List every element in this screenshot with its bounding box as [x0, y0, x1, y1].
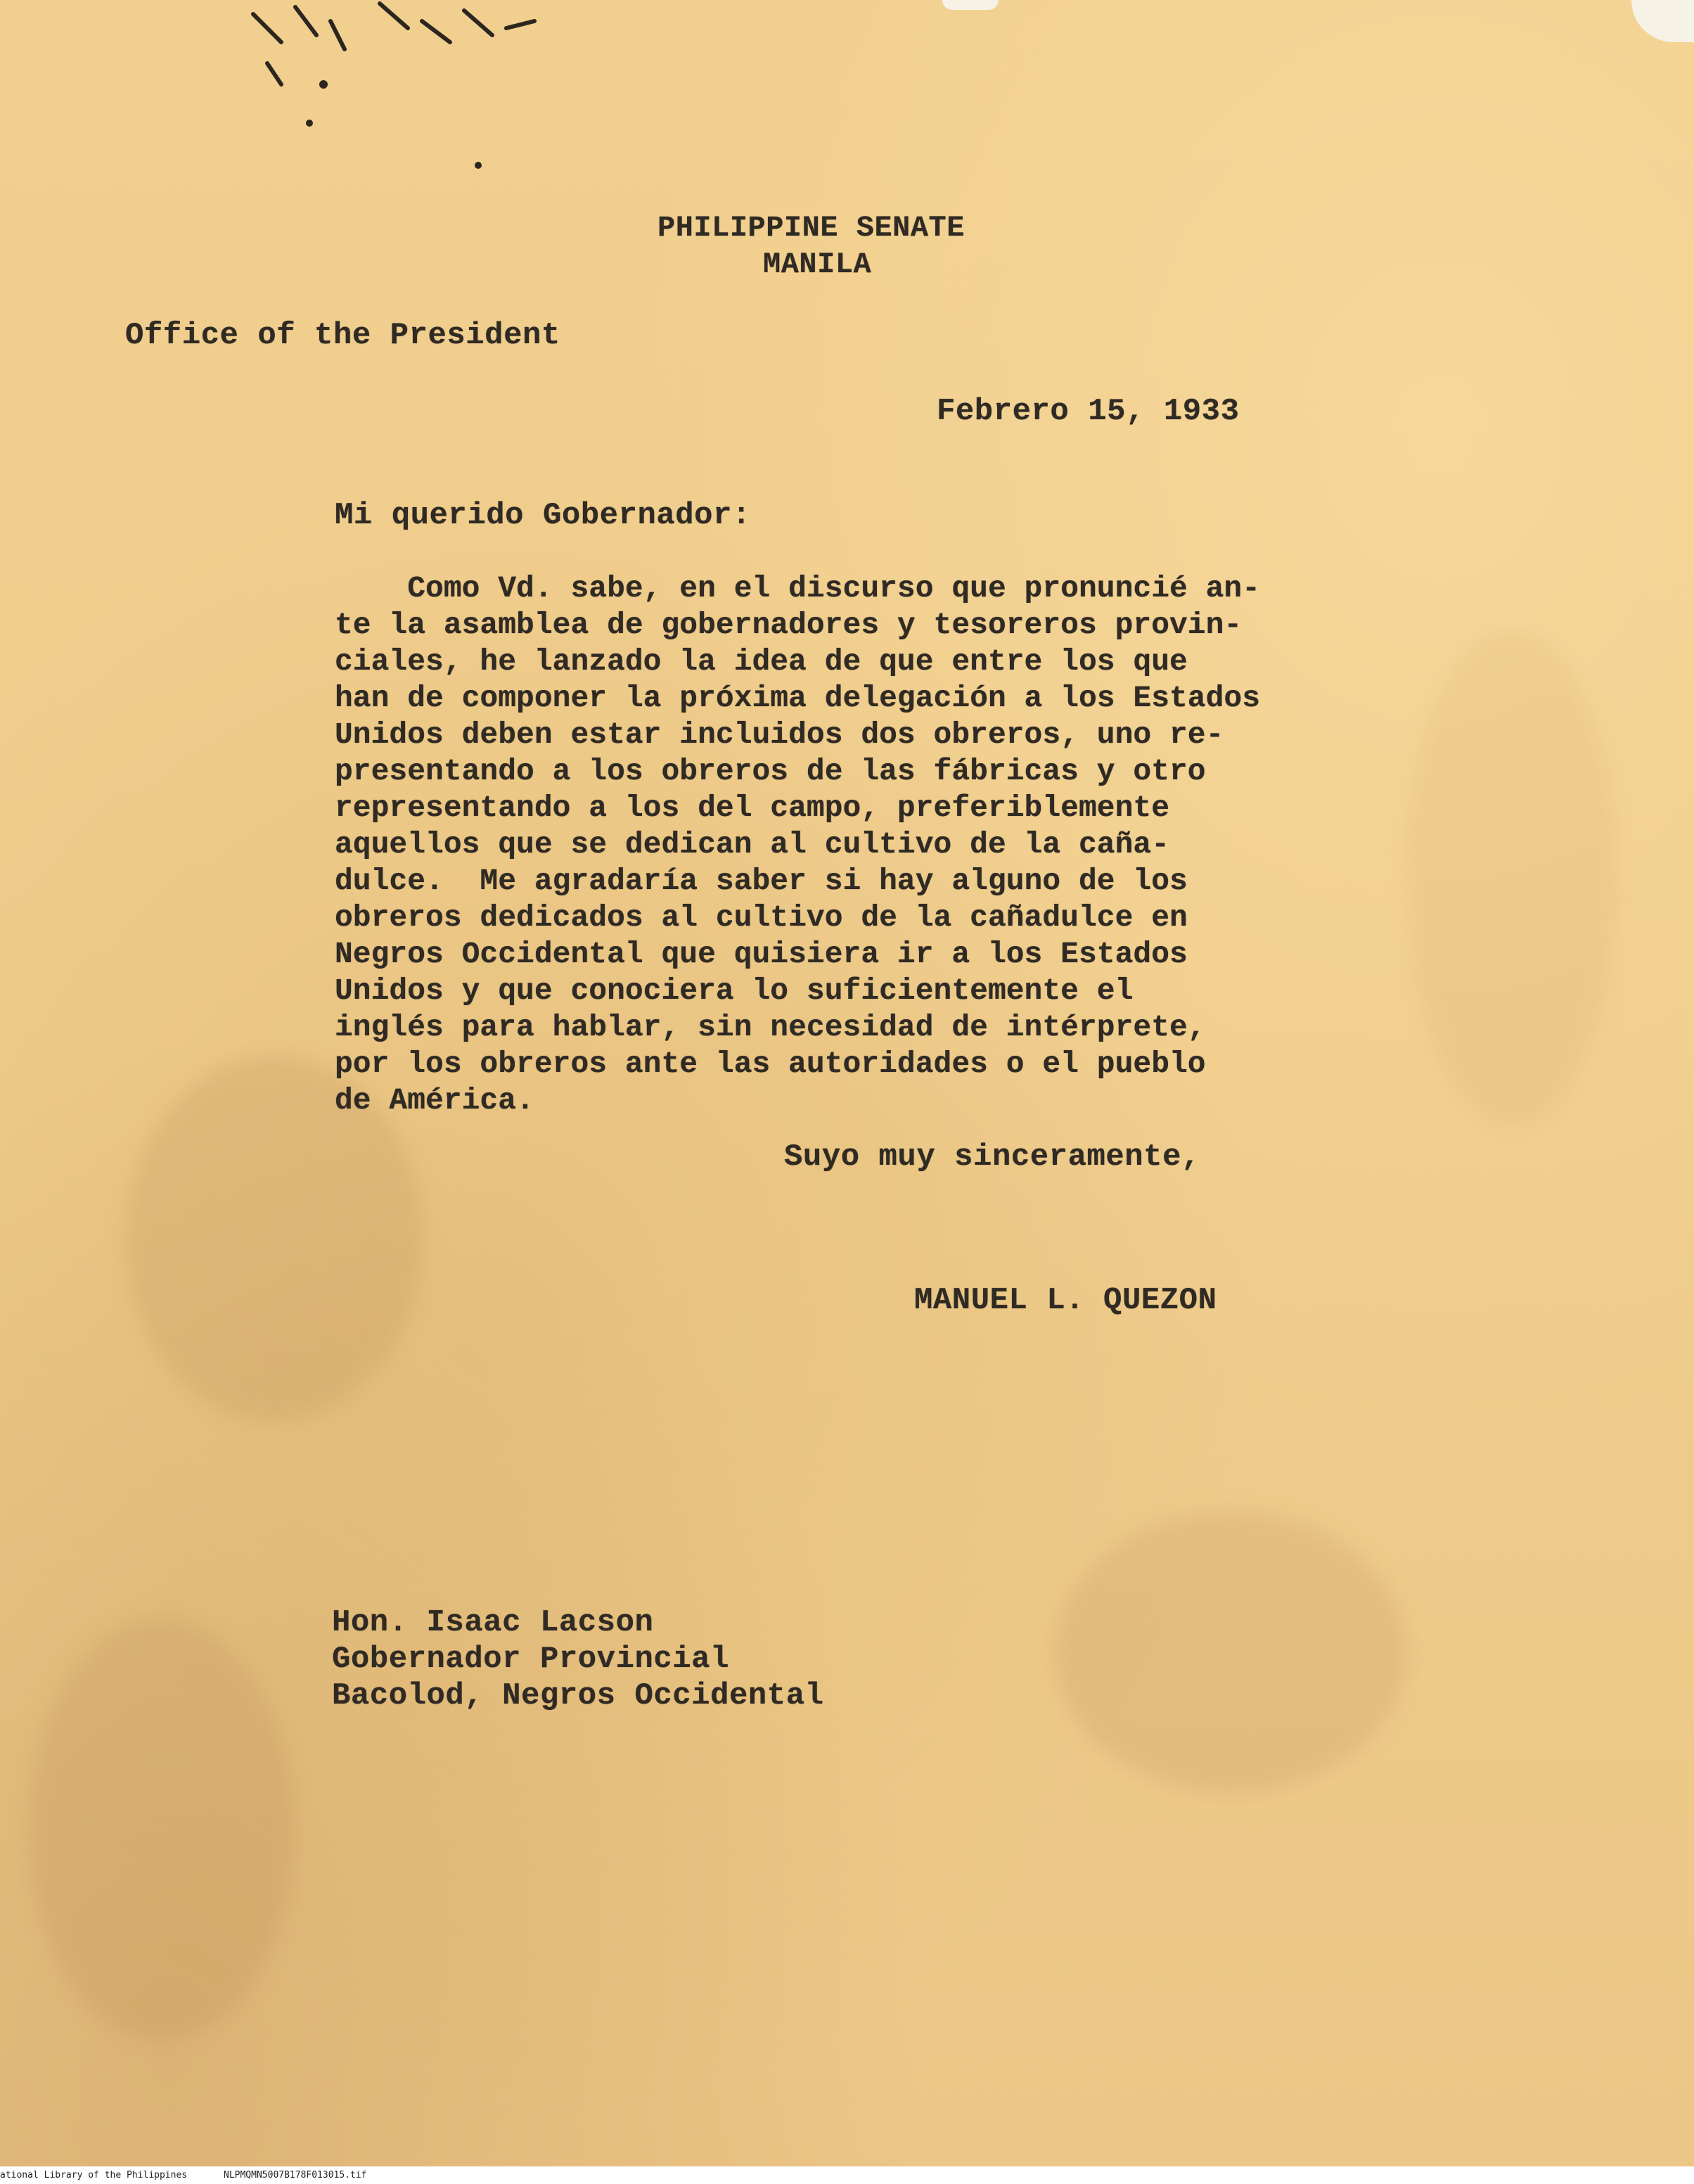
addressee-name: Hon. Isaac Lacson — [332, 1605, 654, 1640]
body-line: aquellos que se dedican al cultivo de la caña- — [335, 827, 1169, 862]
body-line: inglés para hablar, sin necesidad de intérprete, — [335, 1010, 1206, 1045]
body-line: Unidos deben estar incluidos dos obreros, uno re- — [335, 717, 1224, 752]
letterhead-organization: PHILIPPINE SENATE — [657, 211, 965, 245]
torn-edge — [942, 0, 999, 10]
body-line: Unidos y que conociera lo suficientemente el — [335, 973, 1134, 1008]
body-line: Negros Occidental que quisiera ir a los Estados — [335, 937, 1188, 971]
letterhead-city: MANILA — [763, 248, 872, 281]
body-line: han de componer la próxima delegación a los Estados — [335, 681, 1261, 715]
paper-stain — [1406, 633, 1617, 1125]
body-line: por los obreros ante las autoridades o el pueblo — [335, 1047, 1206, 1081]
letter-date: Febrero 15, 1933 — [937, 394, 1240, 429]
ink-marks — [239, 0, 591, 183]
body-line: presentando a los obreros de las fábricas y otro — [335, 754, 1206, 788]
body-line: Como Vd. sabe, en el discurso que pronuncié an- — [335, 571, 1261, 606]
signature-name: MANUEL L. QUEZON — [914, 1283, 1217, 1318]
closing: Suyo muy sinceramente, — [784, 1139, 1200, 1175]
paper-stain — [28, 1618, 295, 2040]
body-line: de América. — [335, 1083, 534, 1118]
paper-stain — [1055, 1512, 1406, 1794]
body-line: ciales, he lanzado la idea de que entre los que — [335, 644, 1188, 679]
scan-footer — [0, 2166, 1694, 2184]
body-line: dulce. Me agradaría saber si hay alguno de los — [335, 864, 1188, 898]
office-line: Office of the President — [125, 318, 560, 353]
torn-edge — [1631, 0, 1694, 42]
salutation: Mi querido Gobernador: — [335, 498, 751, 533]
addressee-location: Bacolod, Negros Occidental — [332, 1678, 824, 1713]
body-line: obreros dedicados al cultivo de la cañadulce en — [335, 900, 1188, 935]
footer-filename: NLPMQMN5007B178F013015.tif — [224, 2170, 367, 2180]
addressee-title: Gobernador Provincial — [332, 1642, 729, 1677]
body-line: te la asamblea de gobernadores y tesoreros provin- — [335, 608, 1243, 642]
footer-source: ational Library of the Philippines — [0, 2170, 188, 2180]
body-line: representando a los del campo, preferiblemente — [335, 791, 1169, 825]
